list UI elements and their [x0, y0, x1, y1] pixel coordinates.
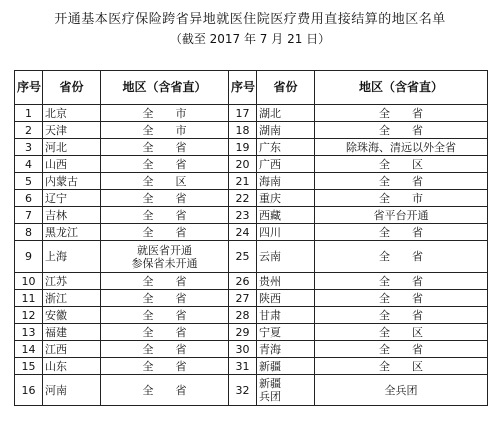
- row-province: 四川: [257, 224, 315, 241]
- header-area-left: 地区（含省直）: [101, 71, 229, 105]
- row-area: 全 省: [315, 224, 488, 241]
- row-area: 全 省: [101, 358, 229, 375]
- table-row: [15, 241, 488, 273]
- document-title: 开通基本医疗保险跨省异地就医住院医疗费用直接结算的地区名单: [54, 12, 446, 27]
- row-province: 山西: [43, 156, 101, 173]
- row-province: 上海: [43, 241, 101, 273]
- row-no: 19: [229, 139, 257, 156]
- row-no: 10: [15, 273, 43, 290]
- row-no: 13: [15, 324, 43, 341]
- row-province: 贵州: [257, 273, 315, 290]
- header-area-right: 地区（含省直）: [315, 71, 488, 105]
- row-province: 河南: [43, 375, 101, 406]
- row-no: 15: [15, 358, 43, 375]
- row-province-line1: 新疆: [259, 377, 281, 390]
- row-no: 12: [15, 307, 43, 324]
- row-area: 全 省: [101, 273, 229, 290]
- row-province-line2: 兵团: [259, 390, 281, 403]
- row-area: 全兵团: [315, 375, 488, 406]
- row-area: 全 省: [315, 122, 488, 139]
- document-subtitle: （截至 2017 年 7 月 21 日）: [169, 32, 331, 46]
- table-row: [15, 105, 488, 122]
- row-province: 海南: [257, 173, 315, 190]
- row-area: 全 省: [315, 105, 488, 122]
- row-no: 14: [15, 341, 43, 358]
- row-no: 27: [229, 290, 257, 307]
- row-area: 全 省: [101, 156, 229, 173]
- row-province: 江西: [43, 341, 101, 358]
- row-no: 6: [15, 190, 43, 207]
- table-row: [15, 173, 488, 190]
- table-header-row: [15, 71, 488, 105]
- row-province: 湖南: [257, 122, 315, 139]
- row-province: [257, 375, 315, 406]
- row-area: [101, 241, 229, 273]
- regions-table: [14, 70, 488, 406]
- row-province: 浙江: [43, 290, 101, 307]
- row-area: 全 省: [315, 307, 488, 324]
- row-area: 全 省: [101, 375, 229, 406]
- row-area: 全 区: [101, 173, 229, 190]
- row-no: 5: [15, 173, 43, 190]
- table-row: [15, 375, 488, 406]
- row-no: 26: [229, 273, 257, 290]
- row-province: 新疆: [257, 358, 315, 375]
- row-no: 9: [15, 241, 43, 273]
- row-province: 重庆: [257, 190, 315, 207]
- row-area: 全 省: [101, 139, 229, 156]
- table-row: [15, 307, 488, 324]
- row-province: 宁夏: [257, 324, 315, 341]
- row-no: 24: [229, 224, 257, 241]
- row-area: 全 省: [315, 341, 488, 358]
- row-no: 16: [15, 375, 43, 406]
- row-area: 全 省: [101, 324, 229, 341]
- row-province: 内蒙古: [43, 173, 101, 190]
- row-area: 除珠海、清远以外全省: [315, 139, 488, 156]
- table-row: [15, 224, 488, 241]
- row-province: 黑龙江: [43, 224, 101, 241]
- row-no: 28: [229, 307, 257, 324]
- row-province: 吉林: [43, 207, 101, 224]
- row-area: 全 区: [315, 358, 488, 375]
- row-province: 北京: [43, 105, 101, 122]
- row-no: 11: [15, 290, 43, 307]
- row-province: 安徽: [43, 307, 101, 324]
- table-row: [15, 139, 488, 156]
- row-area: 全 区: [315, 156, 488, 173]
- header-no-left: 序号: [15, 71, 43, 105]
- row-area-line1: 就医省开通: [137, 243, 192, 257]
- table-row: [15, 207, 488, 224]
- table-row: [15, 290, 488, 307]
- table-row: [15, 341, 488, 358]
- row-no: 17: [229, 105, 257, 122]
- row-area: 全 省: [101, 290, 229, 307]
- table-row: [15, 122, 488, 139]
- row-no: 25: [229, 241, 257, 273]
- row-province: 福建: [43, 324, 101, 341]
- row-province: 青海: [257, 341, 315, 358]
- row-area: 全 省: [101, 207, 229, 224]
- row-province: 天津: [43, 122, 101, 139]
- row-no: 18: [229, 122, 257, 139]
- row-no: 7: [15, 207, 43, 224]
- row-area: 全 省: [101, 224, 229, 241]
- row-area: 全 省: [101, 341, 229, 358]
- row-area: 全 省: [315, 290, 488, 307]
- row-no: 22: [229, 190, 257, 207]
- row-area: 全 省: [315, 273, 488, 290]
- row-no: 32: [229, 375, 257, 406]
- table-row: [15, 324, 488, 341]
- row-area: 全 省: [315, 241, 488, 273]
- row-province: 辽宁: [43, 190, 101, 207]
- row-province: 山东: [43, 358, 101, 375]
- table-row: [15, 358, 488, 375]
- row-province: 西藏: [257, 207, 315, 224]
- row-area: 全 市: [101, 122, 229, 139]
- row-province: 云南: [257, 241, 315, 273]
- row-no: 1: [15, 105, 43, 122]
- row-no: 29: [229, 324, 257, 341]
- table-row: [15, 156, 488, 173]
- row-no: 23: [229, 207, 257, 224]
- row-province: 江苏: [43, 273, 101, 290]
- row-no: 2: [15, 122, 43, 139]
- row-no: 8: [15, 224, 43, 241]
- row-no: 3: [15, 139, 43, 156]
- header-no-right: 序号: [229, 71, 257, 105]
- row-no: 20: [229, 156, 257, 173]
- row-area: 全 省: [101, 307, 229, 324]
- row-province: 陕西: [257, 290, 315, 307]
- row-province: 广东: [257, 139, 315, 156]
- row-no: 4: [15, 156, 43, 173]
- table-row: [15, 273, 488, 290]
- row-province: 广西: [257, 156, 315, 173]
- row-area: 全 区: [315, 324, 488, 341]
- row-no: 21: [229, 173, 257, 190]
- row-no: 31: [229, 358, 257, 375]
- row-area: 全 省: [315, 173, 488, 190]
- row-area: 全 省: [101, 190, 229, 207]
- row-area: 全 市: [101, 105, 229, 122]
- header-province-right: 省份: [257, 71, 315, 105]
- row-area-line2: 参保省未开通: [131, 256, 198, 270]
- header-province-left: 省份: [43, 71, 101, 105]
- row-province: 河北: [43, 139, 101, 156]
- row-area: 省平台开通: [315, 207, 488, 224]
- row-area: 全 市: [315, 190, 488, 207]
- row-province: 甘肃: [257, 307, 315, 324]
- table-row: [15, 190, 488, 207]
- row-province: 湖北: [257, 105, 315, 122]
- row-no: 30: [229, 341, 257, 358]
